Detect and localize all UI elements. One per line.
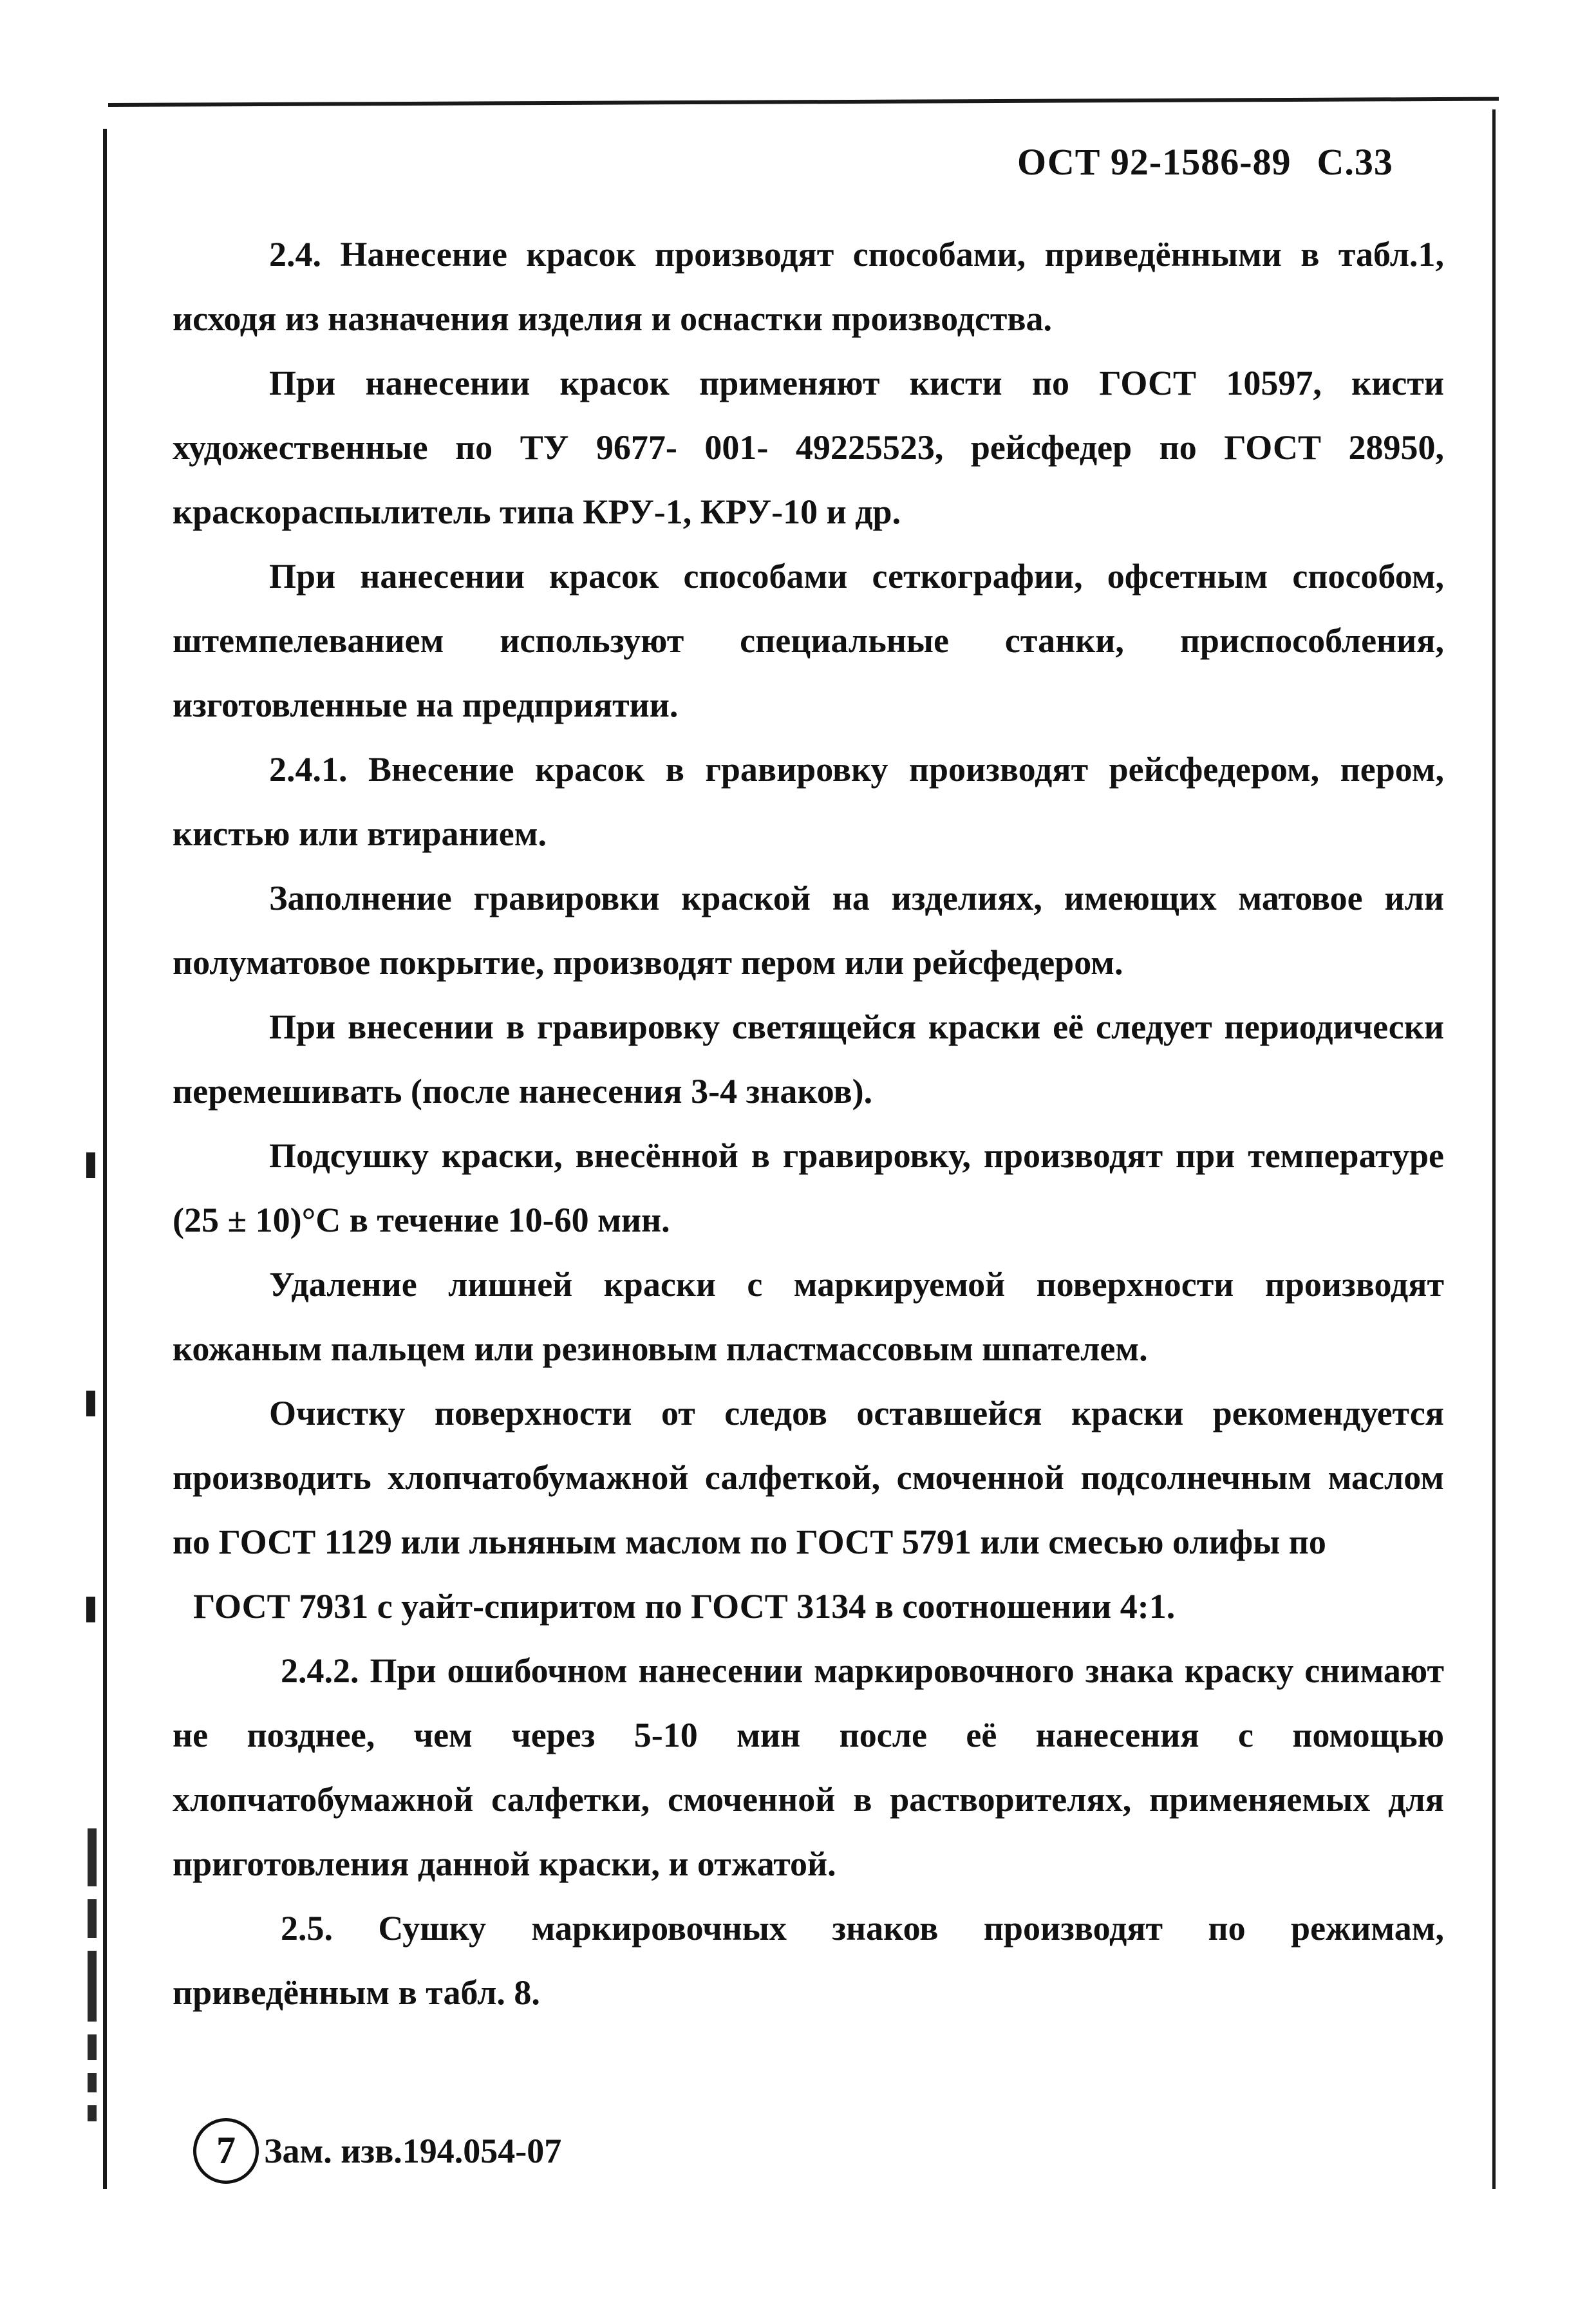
page-header — [1017, 140, 1404, 183]
change-notice — [193, 2118, 561, 2184]
paragraph-2-4-1: 2.4.1. Внесение красок в гравировку производят рейсфедером, пером, кистью или втиранием. — [173, 750, 1444, 853]
change-number-circle: 7 — [193, 2118, 259, 2184]
paragraph-drying: Подсушку краски, внесённой в гравировку, производят при температуре (25 ± 10)°С в течение 10-60 мин. — [173, 1136, 1444, 1239]
paragraph-2-4: 2.4. Нанесение красок производят способами, приведёнными в табл.1, исходя из назначения изделия и оснастки производства. — [173, 235, 1444, 338]
paragraph-2-5: 2.5. Сушку маркировочных знаков производят по режимам, приведённым в табл. 8. — [173, 1909, 1444, 2012]
margin-tick-mark — [86, 1391, 95, 1416]
page-frame-top-border — [108, 97, 1499, 107]
document-code: ОСТ 92-1586-89 — [1017, 141, 1291, 183]
paragraph-filling-engraving: Заполнение гравировки краской на изделиях, имеющих матовое или полуматовое покрытие, производят пером или рейсфедером. — [173, 879, 1444, 982]
paragraph-luminous-paint: При внесении в гравировку светящейся краски её следует периодически перемешивать (после нанесения 3-4 знаков). — [173, 1008, 1444, 1111]
margin-tick-mark — [86, 1152, 95, 1178]
margin-tick-mark — [86, 1597, 95, 1622]
page-frame-left-border — [103, 129, 107, 2189]
paragraph-excess-removal: Удаление лишней краски с маркируемой поверхности производят кожаным пальцем или резиновым пластмассовым шпателем. — [173, 1265, 1444, 1368]
paragraph-cleaning-continued: ГОСТ 7931 с уайт-спиритом по ГОСТ 3134 в соотношении 4:1. — [193, 1587, 1176, 1626]
document-body — [173, 222, 1444, 2025]
paragraph-brushes: При нанесении красок применяют кисти по ГОСТ 10597, кисти художественные по ТУ 9677- 001- 49225523, рейсфедер по ГОСТ 28950, краскораспылитель типа КРУ-1, КРУ-10 и др. — [173, 364, 1444, 531]
paragraph-2-4-2: 2.4.2. При ошибочном нанесении маркировочного знака краску снимают не позднее, чем через 5-10 мин после её нанесения с помощью хлопчатобумажной салфетки, смоченной в растворителях, применяемых для приготовления данной краски, и отжатой. — [173, 1651, 1444, 1883]
paragraph-screen-printing: При нанесении красок способами сеткографии, офсетным способом, штемпелеванием используют специальные станки, приспособления, изготовленные на предприятии. — [173, 557, 1444, 724]
page-number: С.33 — [1317, 141, 1393, 183]
paragraph-cleaning: Очистку поверхности от следов оставшейся краски рекомендуется производить хлопчатобумажной салфеткой, смоченной подсолнечным маслом по ГОСТ 1129 или льняным маслом по ГОСТ 5791 или смесью олифы по — [173, 1394, 1444, 1561]
change-notice-text: Зам. изв.194.054-07 — [264, 2132, 562, 2170]
page-frame-right-border — [1492, 109, 1496, 2189]
binding-stamp-marks — [84, 1828, 100, 2189]
